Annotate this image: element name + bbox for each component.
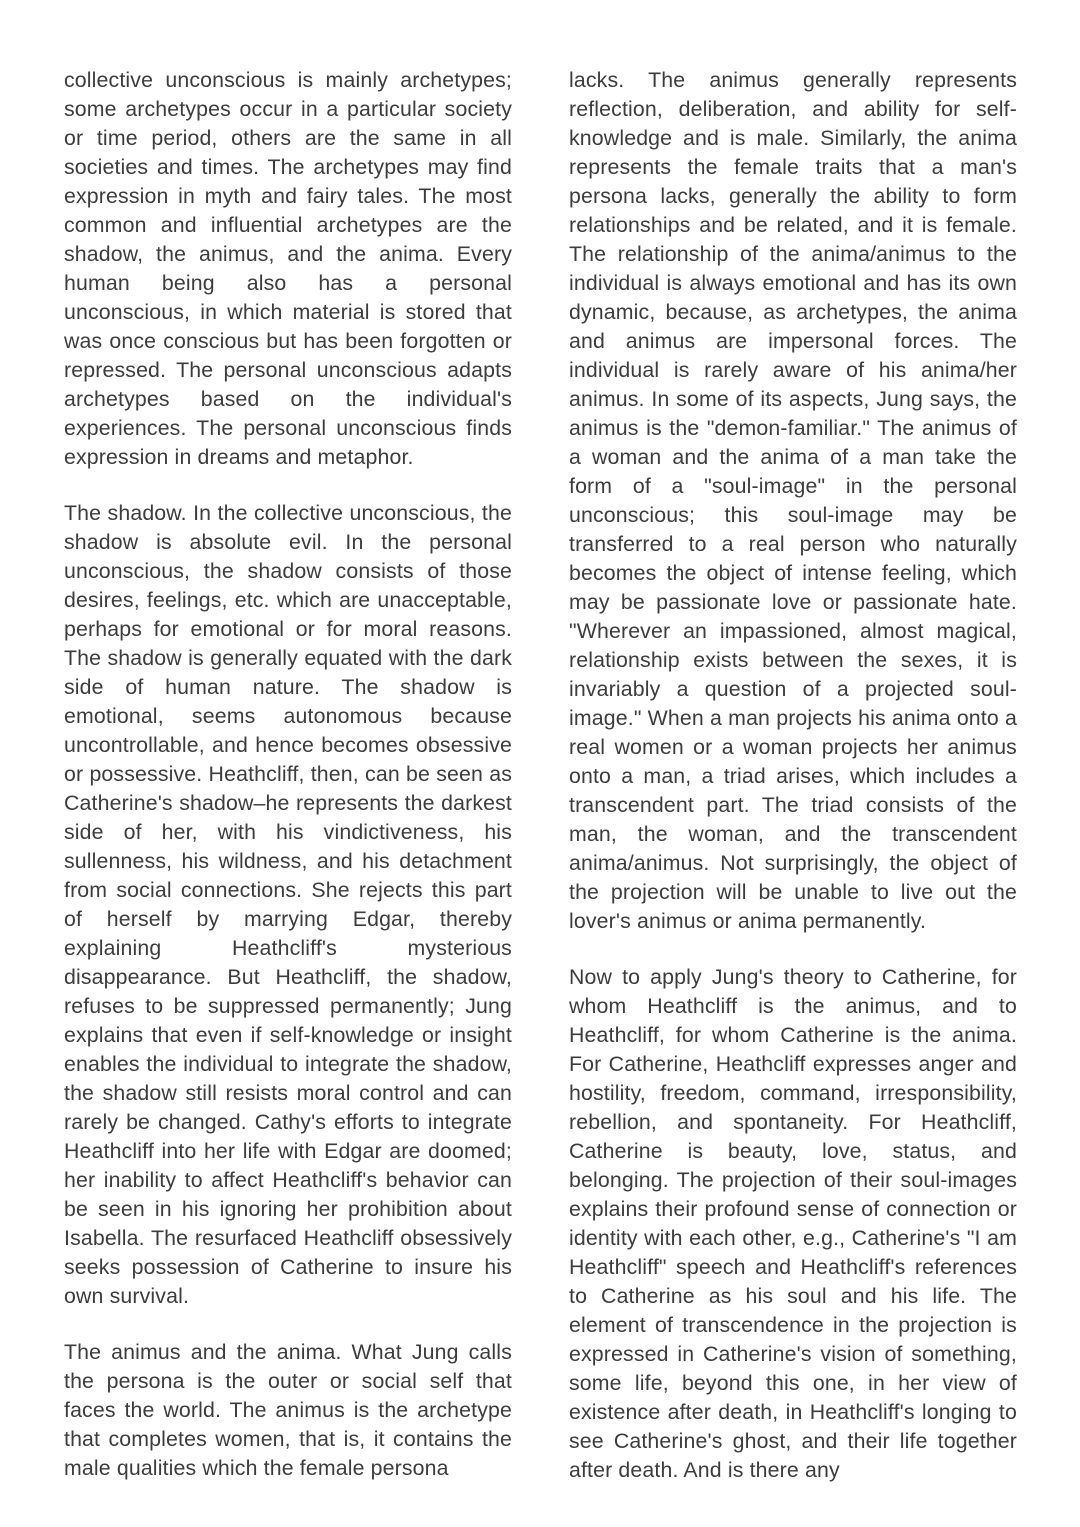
paragraph-collective-unconscious: collective unconscious is mainly archetypes; some archetypes occur in a particular society or time period, others are the same in all societies and times. The archetypes may find expression in myth and fairy tales. The most common and influential archetypes are the shadow, the animus, and the anima. Every human being also has a personal unconscious, in which material is stored that was once conscious but has been forgotten or repressed. The personal unconscious adapts archetypes based on the individual's experiences. The personal unconscious finds expression in dreams and metaphor. <box>64 68 512 469</box>
document-page <box>64 66 1017 1485</box>
paragraph-animus-anima-intro: The animus and the anima. What Jung calls the persona is the outer or social self that faces the world. The animus is the archetype that completes women, that is, it contains the male qualities which the female persona <box>64 1340 512 1480</box>
paragraph-applying-jung-theory: Now to apply Jung's theory to Catherine, for whom Heathcliff is the animus, and to Heathcliff, for whom Catherine is the anima. For Catherine, Heathcliff expresses anger and hostility, freedom, command, irresponsibility, rebellion, and spontaneity. For Heathcliff, Catherine is beauty, love, status, and belonging. The projection of their soul-images explains their profound sense of connection or identity with each other, e.g., Catherine's "I am Heathcliff" speech and Heathcliff's references to Catherine as his soul and his life. The element of transcendence in the projection is expressed in Catherine's vision of something, some life, beyond this one, in her view of existence after death, in Heathcliff's longing to see Catherine's ghost, and their life together after death. And is there any <box>569 965 1017 1482</box>
text-column-right <box>569 66 1017 1485</box>
paragraph-the-shadow: The shadow. In the collective unconscious, the shadow is absolute evil. In the personal unconscious, the shadow consists of those desires, feelings, etc. which are unacceptable, perhaps for emotional or for moral reasons. The shadow is generally equated with the dark side of human nature. The shadow is emotional, seems autonomous because uncontrollable, and hence becomes obsessive or possessive. Heathcliff, then, can be seen as Catherine's shadow–he represents the darkest side of her, with his vindictiveness, his sullenness, his wildness, and his detachment from social connections. She rejects this part of herself by marrying Edgar, thereby explaining Heathcliff's mysterious disappearance. But Heathcliff, the shadow, refuses to be suppressed permanently; Jung explains that even if self-knowledge or insight enables the individual to integrate the shadow, the shadow still resists moral control and can rarely be changed. Cathy's efforts to integrate Heathcliff into her life with Edgar are doomed; her inability to affect Heathcliff's behavior can be seen in his ignoring her prohibition about Isabella. The resurfaced Heathcliff obsessively seeks possession of Catherine to insure his own survival. <box>64 501 512 1308</box>
text-column-left <box>64 66 512 1485</box>
paragraph-animus-anima-continued: lacks. The animus generally represents reflection, deliberation, and ability for self-knowledge and is male. Similarly, the anima represents the female traits that a man's persona lacks, generally the ability to form relationships and be related, and it is female. The relationship of the anima/animus to the individual is always emotional and has its own dynamic, because, as archetypes, the anima and animus are impersonal forces. The individual is rarely aware of his anima/her animus. In some of its aspects, Jung says, the animus is the "demon-familiar." The animus of a woman and the anima of a man take the form of a "soul-image" in the personal unconscious; this soul-image may be transferred to a real person who naturally becomes the object of intense feeling, which may be passionate love or passionate hate. "Wherever an impassioned, almost magical, relationship exists between the sexes, it is invariably a question of a projected soul-image." When a man projects his anima onto a real women or a woman projects her animus onto a man, a triad arises, which includes a transcendent part. The triad consists of the man, the woman, and the transcendent anima/animus. Not surprisingly, the object of the projection will be unable to live out the lover's animus or anima permanently. <box>569 68 1017 933</box>
